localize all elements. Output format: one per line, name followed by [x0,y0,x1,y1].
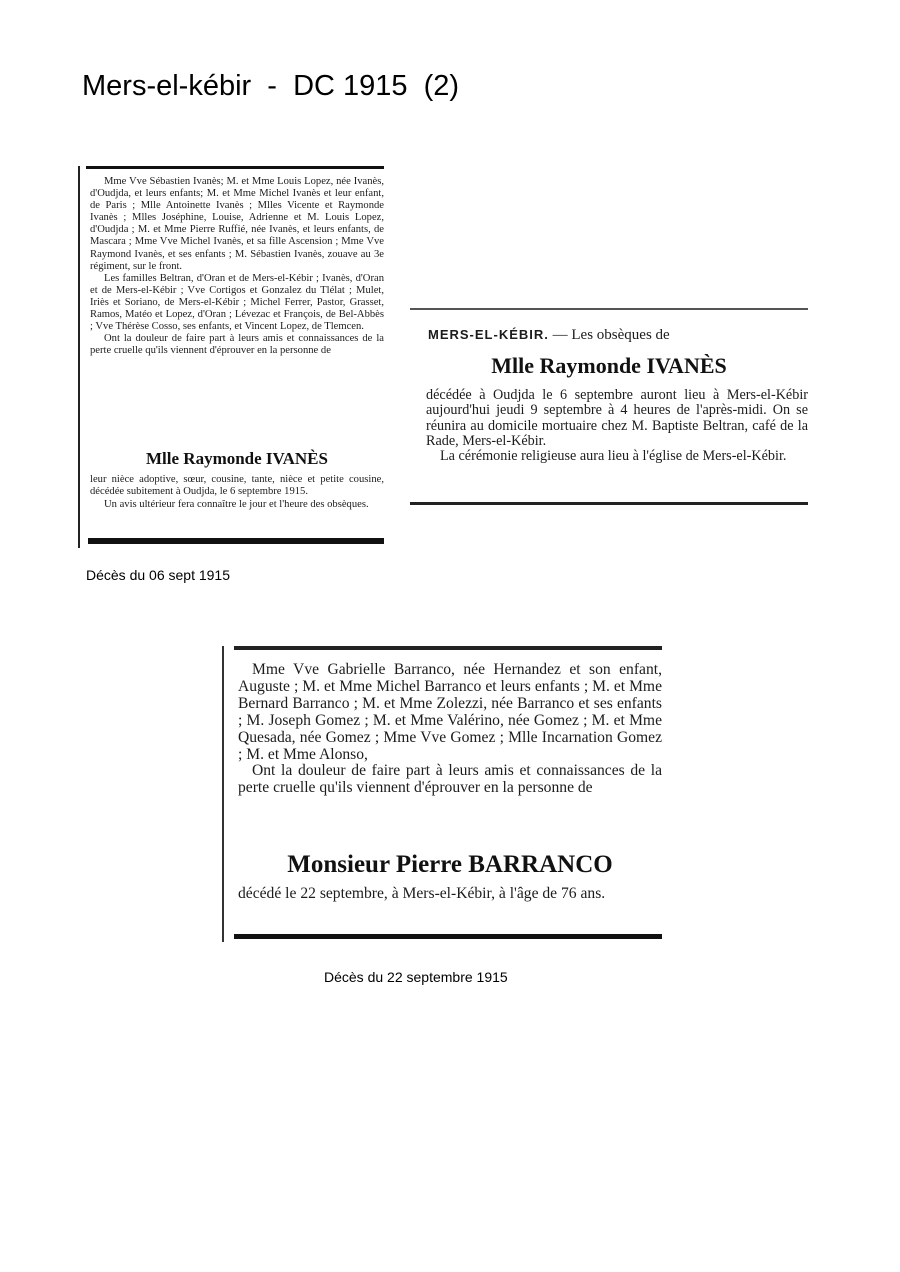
clipping-bottom-rule [410,502,808,505]
heading-text: — Les obsèques de [548,327,670,343]
clipping-bottom-rule [88,538,384,544]
relation-paragraph: leur nièce adoptive, sœur, cousine, tante, nièce et petite cousine, décédée subitement à Oudjda, le 6 septembre 1915. [90,474,384,498]
clipping-tail [238,886,662,903]
clipping-tail [90,474,384,511]
clipping-top-rule [86,166,384,169]
caption-second-death: Décès du 22 septembre 1915 [324,969,508,985]
ceremony-paragraph: La cérémonie religieuse aura lieu à l'église de Mers-el-Kébir. [440,448,787,465]
caption-first-death: Décès du 06 sept 1915 [86,567,230,583]
clipping-body [238,662,662,797]
announcement-paragraph: Ont la douleur de faire part à leurs amis et connaissances de la perte cruelle qu'ils viennent d'éprouver en la personne de [238,762,662,797]
notice-paragraph: Un avis ultérieur fera connaître le jour et l'heure des obsèques. [104,498,369,510]
obituary-clipping-ivanes-family [78,166,386,548]
deceased-name: Mlle Raymonde IVANÈS [491,353,727,378]
clipping-top-rule [410,308,808,310]
deceased-name: Mlle Raymonde IVANÈS [146,449,328,468]
families-paragraph: Les familles Beltran, d'Oran et de Mers-el-Kébir ; Ivanès, d'Oran et de Mers-el-Kébir ; Vve Cortigos et Gonzalez du Tlélat ; Mulet, Iriès et Soriano, de Mers-el-Kébir ; Michel Ferrer, Pastor, Grasset, Ramos, Matéo et Lopez, d'Oran ; Lévezac et François, de Bel-Abbès ; Vve Thérèse Cosso, ses enfants, et Vincent Lopez, de Tlemcen. [90,272,384,333]
clipping-bottom-rule [234,934,662,939]
family-list-paragraph: Mme Vve Sébastien Ivanès; M. et Mme Louis Lopez, née Ivanès, d'Oudjda, et leurs enfants; M. et Mme Michel Ivanès et leur enfant, de Paris ; Mlle Antoinette Ivanès ; Mlles Vicente et Raymonde Ivanès ; Mlles Joséphine, Louise, Adrienne et M. Louis Lopez, d'Oudjda ; M. et Mme Pierre Ruffié, née Ivanès, et leurs enfants, de Mascara ; Mme Vve Michel Ivanès, et sa fille Ascension ; Mme Vve Raymond Ivanès, et ses enfants ; M. Sébastien Ivanès, zouave au 3e régiment, sur le front. [90,176,384,272]
death-details-paragraph: décédé le 22 septembre, à Mers-el-Kébir, à l'âge de 76 ans. [238,885,606,902]
notice-heading [428,327,808,344]
deceased-name: Monsieur Pierre BARRANCO [287,851,613,878]
announcement-paragraph: Ont la douleur de faire part à leurs amis et connaissances de la perte cruelle qu'ils viennent d'éprouver en la personne de [90,333,384,357]
clipping-body [426,388,808,464]
city-heading: MERS-EL-KÉBIR. [428,327,549,342]
funeral-notice-clipping [410,305,808,510]
obituary-clipping-barranco [222,646,664,942]
page-title: Mers-el-kébir - DC 1915 (2) [82,70,460,102]
clipping-body [90,176,384,357]
clipping-top-rule [234,646,662,650]
family-list-paragraph: Mme Vve Gabrielle Barranco, née Hernandez et son enfant, Auguste ; M. et Mme Michel Barranco et leurs enfants ; M. et Mme Bernard Barranco ; M. et Mme Zolezzi, née Barranco et ses enfants ; M. Joseph Gomez ; M. et Mme Valérino, née Gomez ; M. et Mme Quesada, née Gomez ; Mme Vve Gomez ; Mlle Incarnation Gomez ; M. et Mme Alonso, [238,661,662,763]
funeral-details-paragraph: décédée à Oudjda le 6 septembre auront lieu à Mers-el-Kébir aujourd'hui jeudi 9 septembre à 4 heures de l'après-midi. On se réunira au domicile mortuaire chez M. Baptiste Beltran, café de la Rade, Mers-el-Kébir. [426,387,808,449]
